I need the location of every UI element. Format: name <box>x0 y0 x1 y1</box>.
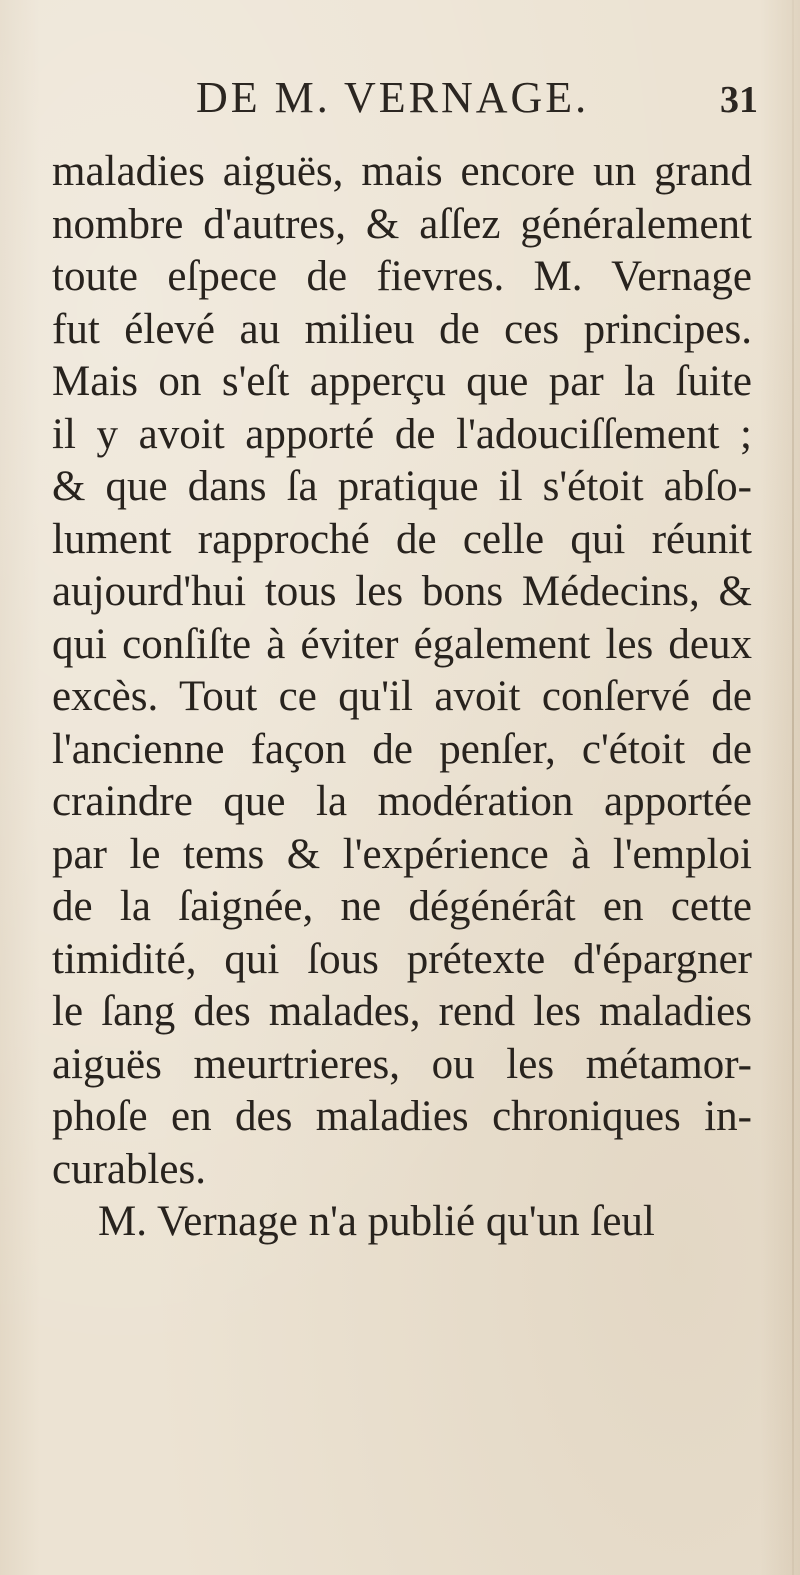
text-line-10: qui conſiſte à éviter également les deux <box>52 620 752 668</box>
text-line-16: timidité, qui ſous prétexte d'épargner <box>52 935 752 983</box>
text-line-12: l'ancienne façon de penſer, c'étoit de <box>52 725 752 773</box>
page-fold-shadow <box>792 0 794 1575</box>
text-line-1: maladies aiguës, mais encore un grand <box>52 148 752 195</box>
text-line-3: toute eſpece de fievres. M. Vernage <box>52 253 752 300</box>
running-title: DE M. VERNAGE. <box>196 73 590 122</box>
text-line-13: craindre que la modération apportée <box>52 778 752 825</box>
text-line-11: excès. Tout ce qu'il avoit conſervé de <box>52 673 752 720</box>
text-line-5: Mais on s'eſt apperçu que par la ſuite <box>52 358 752 405</box>
text-line-8: lument rapproché de celle qui réunit <box>52 515 752 563</box>
text-line-15: de la ſaignée, ne dégénérât en cette <box>52 883 752 930</box>
page-number: 31 <box>720 79 758 121</box>
page-header <box>0 72 800 132</box>
text-line-4: fut élevé au milieu de ces principes. <box>52 305 752 353</box>
text-line-17: le ſang des malades, rend les maladies <box>52 988 752 1035</box>
text-line-14: par le tems & l'expérience à l'emploi <box>52 830 752 878</box>
text-line-21: M. Vernage n'a publié qu'un ſeul <box>98 1198 655 1245</box>
text-line-20: curables. <box>52 1145 207 1193</box>
text-line-19: phoſe en des maladies chroniques in- <box>52 1093 752 1140</box>
body-text <box>52 146 752 1249</box>
text-line-2: nombre d'autres, & aſſez généralement <box>52 200 752 248</box>
text-line-6: il y avoit apporté de l'adouciſſement ; <box>52 410 752 458</box>
text-line-18: aiguës meurtrieres, ou les métamor- <box>52 1040 752 1088</box>
text-line-9: aujourd'hui tous les bons Médecins, & <box>52 568 752 615</box>
text-line-7: & que dans ſa pratique il s'étoit abſo- <box>52 463 752 510</box>
